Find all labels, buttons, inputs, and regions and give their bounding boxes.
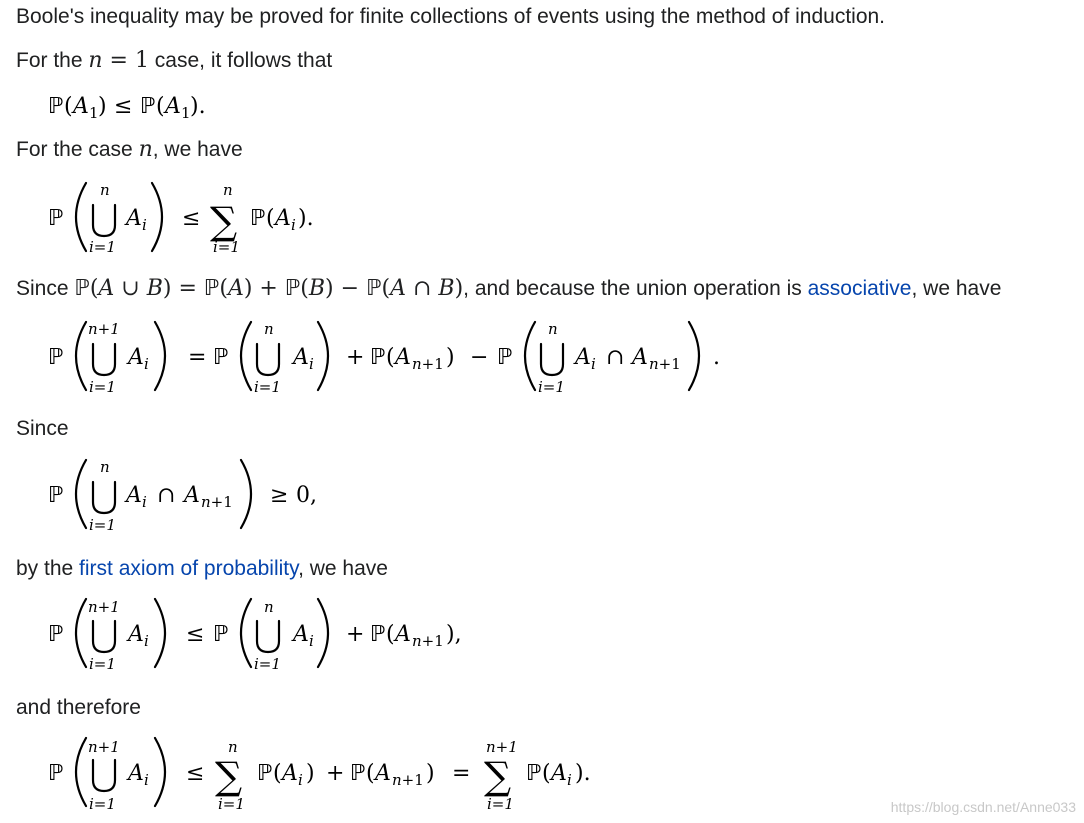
- svg-text:ℙ: ℙ: [350, 761, 366, 786]
- first-axiom-text-1: by the: [16, 557, 80, 580]
- svg-text:n+1: n+1: [392, 771, 424, 789]
- svg-text:∑: ∑: [484, 754, 512, 798]
- svg-text:(: (: [156, 94, 165, 119]
- svg-text:n: n: [228, 738, 238, 756]
- svg-text:i=1: i=1: [89, 795, 116, 813]
- svg-text:i: i: [309, 355, 314, 373]
- equation-conclusion: [48, 738, 591, 813]
- svg-text:n: n: [100, 181, 110, 199]
- svg-text:),: ),: [446, 622, 462, 647]
- svg-text:ℙ: ℙ: [48, 761, 64, 786]
- svg-text:∩: ∩: [606, 345, 625, 370]
- svg-text:A: A: [632, 345, 648, 370]
- svg-text:.: .: [713, 345, 720, 370]
- svg-text:(: (: [273, 761, 282, 786]
- svg-text:i=1: i=1: [89, 655, 116, 673]
- svg-text:).: ).: [298, 206, 314, 231]
- svg-text:A: A: [282, 761, 298, 786]
- svg-text:i=1: i=1: [254, 655, 281, 673]
- svg-text:A: A: [395, 622, 411, 647]
- svg-text:i=1: i=1: [89, 516, 116, 534]
- svg-text:≤: ≤: [182, 206, 201, 231]
- svg-text:i: i: [144, 632, 149, 650]
- svg-text:ℙ: ℙ: [497, 345, 513, 370]
- svg-text:).: ).: [575, 761, 591, 786]
- svg-text:n+1: n+1: [649, 355, 681, 373]
- svg-text:n+1: n+1: [88, 598, 120, 616]
- svg-text:∑: ∑: [210, 199, 238, 243]
- svg-text:n: n: [223, 181, 233, 199]
- svg-text:): ): [426, 761, 435, 786]
- svg-text:∑: ∑: [215, 754, 243, 798]
- svg-text:i=1: i=1: [487, 795, 514, 813]
- svg-text:A: A: [126, 483, 142, 508]
- svg-text:): ): [98, 94, 107, 119]
- svg-text:): ): [306, 761, 315, 786]
- svg-text:i=1: i=1: [89, 238, 116, 256]
- svg-text:A: A: [126, 206, 142, 231]
- case-n-text-1: For the case: [16, 138, 139, 161]
- svg-text:i: i: [567, 771, 572, 789]
- svg-text:i: i: [142, 493, 147, 511]
- svg-text:=: =: [452, 761, 471, 786]
- svg-text:n+1: n+1: [412, 632, 444, 650]
- equation-case-n: [48, 181, 314, 256]
- svg-text:+: +: [346, 345, 365, 370]
- svg-text:1: 1: [181, 104, 191, 122]
- svg-text:n+1: n+1: [88, 320, 120, 338]
- case-n-text-2: , we have: [152, 138, 243, 161]
- svg-text:n+1: n+1: [486, 738, 518, 756]
- first-axiom-text-2: , we have: [298, 557, 388, 580]
- svg-text:(: (: [386, 622, 395, 647]
- svg-text:≤: ≤: [114, 94, 133, 119]
- svg-text:n+1: n+1: [412, 355, 444, 373]
- svg-text:(: (: [266, 206, 275, 231]
- svg-text:+: +: [326, 761, 345, 786]
- svg-text:A: A: [293, 345, 309, 370]
- base-case-text-1: For the: [16, 49, 89, 72]
- since-text: Since: [16, 417, 69, 440]
- inline-math-inclusion-exclusion: ℙ(A ∪ B) = ℙ(A) + ℙ(B) − ℙ(A ∩ B): [74, 276, 464, 301]
- svg-text:n+1: n+1: [88, 738, 120, 756]
- svg-text:i=1: i=1: [213, 238, 240, 256]
- svg-text:).: ).: [190, 94, 206, 119]
- svg-text:i=1: i=1: [538, 378, 565, 396]
- svg-text:A: A: [128, 622, 144, 647]
- svg-text:ℙ: ℙ: [48, 483, 64, 508]
- svg-text:ℙ: ℙ: [48, 94, 64, 119]
- svg-text:(: (: [366, 761, 375, 786]
- svg-text:ℙ: ℙ: [140, 94, 156, 119]
- svg-text:ℙ: ℙ: [526, 761, 542, 786]
- svg-text:A: A: [275, 206, 291, 231]
- svg-text:ℙ: ℙ: [48, 206, 64, 231]
- associative-link[interactable]: associative: [807, 277, 912, 300]
- svg-text:A: A: [165, 94, 181, 119]
- since-union-text-3: , we have: [911, 277, 1002, 300]
- inline-math-n: n: [138, 137, 153, 162]
- svg-text:i=1: i=1: [218, 795, 245, 813]
- svg-text:): ): [446, 345, 455, 370]
- therefore-text: and therefore: [16, 696, 141, 719]
- equation-nonnegative: [48, 458, 317, 534]
- svg-text:i: i: [591, 355, 596, 373]
- svg-text:0,: 0,: [296, 483, 317, 508]
- svg-text:i: i: [298, 771, 303, 789]
- svg-text:ℙ: ℙ: [48, 345, 64, 370]
- base-case-text-2: case, it follows that: [148, 49, 333, 72]
- svg-text:i: i: [309, 632, 314, 650]
- svg-text:(: (: [64, 94, 73, 119]
- since-union-text-2: , and because the union operation is: [463, 277, 808, 300]
- svg-text:≥: ≥: [270, 483, 289, 508]
- svg-text:A: A: [395, 345, 411, 370]
- intro-text: Boole's inequality may be proved for finite collections of events using the method of induction.: [16, 5, 886, 28]
- svg-text:ℙ: ℙ: [48, 622, 64, 647]
- svg-text:−: −: [470, 345, 489, 370]
- svg-text:n: n: [264, 320, 274, 338]
- svg-text:A: A: [73, 94, 89, 119]
- svg-text:A: A: [375, 761, 391, 786]
- svg-text:=: =: [188, 345, 207, 370]
- svg-text:ℙ: ℙ: [370, 345, 386, 370]
- svg-text:∩: ∩: [157, 483, 176, 508]
- equation-axiom-bound: [48, 598, 462, 673]
- svg-text:ℙ: ℙ: [370, 622, 386, 647]
- svg-text:n: n: [264, 598, 274, 616]
- svg-text:(: (: [542, 761, 551, 786]
- svg-text:A: A: [575, 345, 591, 370]
- svg-text:≤: ≤: [186, 761, 205, 786]
- svg-text:i: i: [291, 216, 296, 234]
- svg-text:i=1: i=1: [89, 378, 116, 396]
- equation-union-expansion: [48, 320, 720, 396]
- svg-text:1: 1: [89, 104, 99, 122]
- svg-text:ℙ: ℙ: [257, 761, 273, 786]
- svg-text:A: A: [128, 345, 144, 370]
- svg-text:i: i: [144, 355, 149, 373]
- svg-text:n+1: n+1: [201, 493, 233, 511]
- svg-text:n: n: [548, 320, 558, 338]
- svg-text:A: A: [551, 761, 567, 786]
- svg-text:n: n: [100, 458, 110, 476]
- since-union-text-1: Since: [16, 277, 75, 300]
- first-axiom-link[interactable]: first axiom of probability: [79, 557, 299, 580]
- equation-base-case: [48, 94, 206, 122]
- watermark: https://blog.csdn.net/Anne033: [890, 799, 1076, 815]
- svg-text:(: (: [386, 345, 395, 370]
- svg-text:A: A: [184, 483, 200, 508]
- svg-text:ℙ: ℙ: [250, 206, 266, 231]
- svg-text:ℙ: ℙ: [213, 622, 229, 647]
- svg-text:i=1: i=1: [254, 378, 281, 396]
- svg-text:A: A: [128, 761, 144, 786]
- svg-text:i: i: [144, 771, 149, 789]
- svg-text:A: A: [293, 622, 309, 647]
- inline-math-n-equals-1: n = 1: [88, 48, 149, 73]
- svg-text:≤: ≤: [186, 622, 205, 647]
- svg-text:ℙ: ℙ: [213, 345, 229, 370]
- svg-text:i: i: [142, 216, 147, 234]
- svg-text:+: +: [346, 622, 365, 647]
